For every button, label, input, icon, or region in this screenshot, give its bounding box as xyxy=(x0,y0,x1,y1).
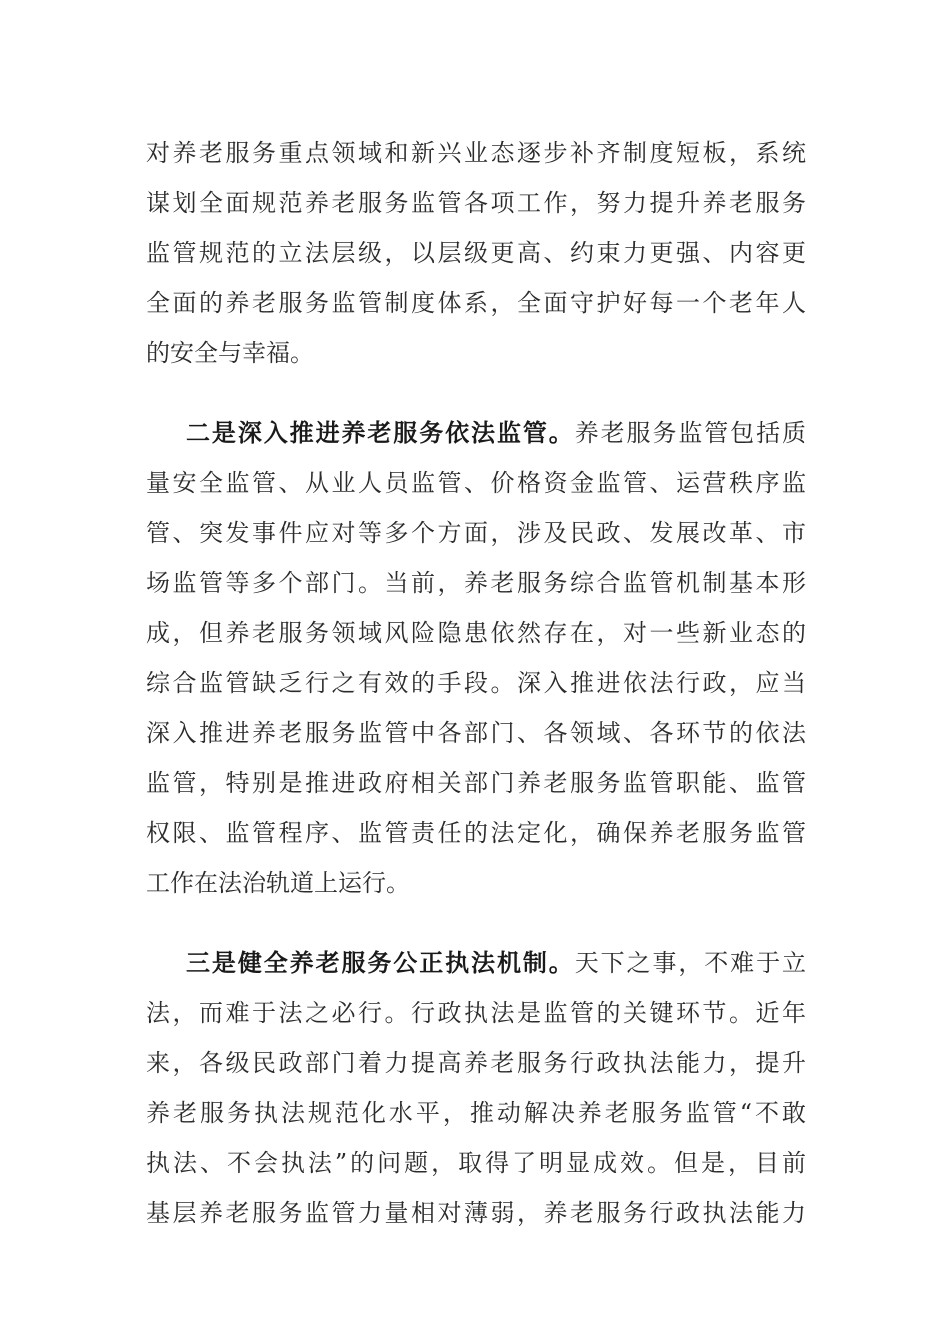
paragraph-line: 场监管等多个部门。当前，养老服务综合监管机制基本形 xyxy=(146,569,806,597)
paragraph-gap xyxy=(146,378,806,408)
paragraph-line: 法，而难于法之必行。行政执法是监管的关键环节。近年 xyxy=(146,999,806,1027)
paragraph-heading: 二是深入推进养老服务依法监管。 xyxy=(186,418,575,447)
paragraph-line: 成，但养老服务领域风险隐患依然存在，对一些新业态的 xyxy=(146,619,806,647)
paragraph-line: 量安全监管、从业人员监管、价格资金监管、运营秩序监 xyxy=(146,469,806,497)
paragraph-line: 谋划全面规范养老服务监管各项工作，努力提升养老服务 xyxy=(146,189,806,217)
paragraph-first-line xyxy=(146,408,806,458)
paragraph-heading: 三是健全养老服务公正执法机制。 xyxy=(186,948,575,977)
paragraph-gap xyxy=(146,908,806,938)
paragraph-line: 监管，特别是推进政府相关部门养老服务监管职能、监管 xyxy=(146,769,806,797)
paragraph-line: 的安全与幸福。 xyxy=(146,339,314,367)
paragraph-line: 监管规范的立法层级，以层级更高、约束力更强、内容更 xyxy=(146,239,806,267)
paragraph-first-line xyxy=(146,938,806,988)
paragraph-2 xyxy=(146,408,806,908)
document-body xyxy=(146,128,806,1238)
paragraph-line: 全面的养老服务监管制度体系，全面守护好每一个老年人 xyxy=(146,289,806,317)
paragraph-line: 综合监管缺乏行之有效的手段。深入推进依法行政，应当 xyxy=(146,669,806,697)
paragraph-line: 权限、监管程序、监管责任的法定化，确保养老服务监管 xyxy=(146,819,806,847)
paragraph-3 xyxy=(146,938,806,1238)
paragraph-line: 来，各级民政部门着力提高养老服务行政执法能力，提升 xyxy=(146,1049,806,1077)
paragraph-line: 基层养老服务监管力量相对薄弱，养老服务行政执法能力 xyxy=(146,1199,806,1227)
paragraph-1 xyxy=(146,128,806,378)
paragraph-line: 管、突发事件应对等多个方面，涉及民政、发展改革、市 xyxy=(146,519,806,547)
paragraph-text: 天下之事，不难于立 xyxy=(574,949,807,977)
paragraph-line: 对养老服务重点领域和新兴业态逐步补齐制度短板，系统 xyxy=(146,139,806,167)
paragraph-line: 深入推进养老服务监管中各部门、各领域、各环节的依法 xyxy=(146,719,806,747)
paragraph-text: 养老服务监管包括质 xyxy=(574,419,807,447)
paragraph-line: 养老服务执法规范化水平，推动解决养老服务监管“不敢 xyxy=(146,1099,806,1127)
paragraph-line: 执法、不会执法”的问题，取得了明显成效。但是，目前 xyxy=(146,1149,806,1177)
paragraph-line: 工作在法治轨道上运行。 xyxy=(146,869,410,897)
